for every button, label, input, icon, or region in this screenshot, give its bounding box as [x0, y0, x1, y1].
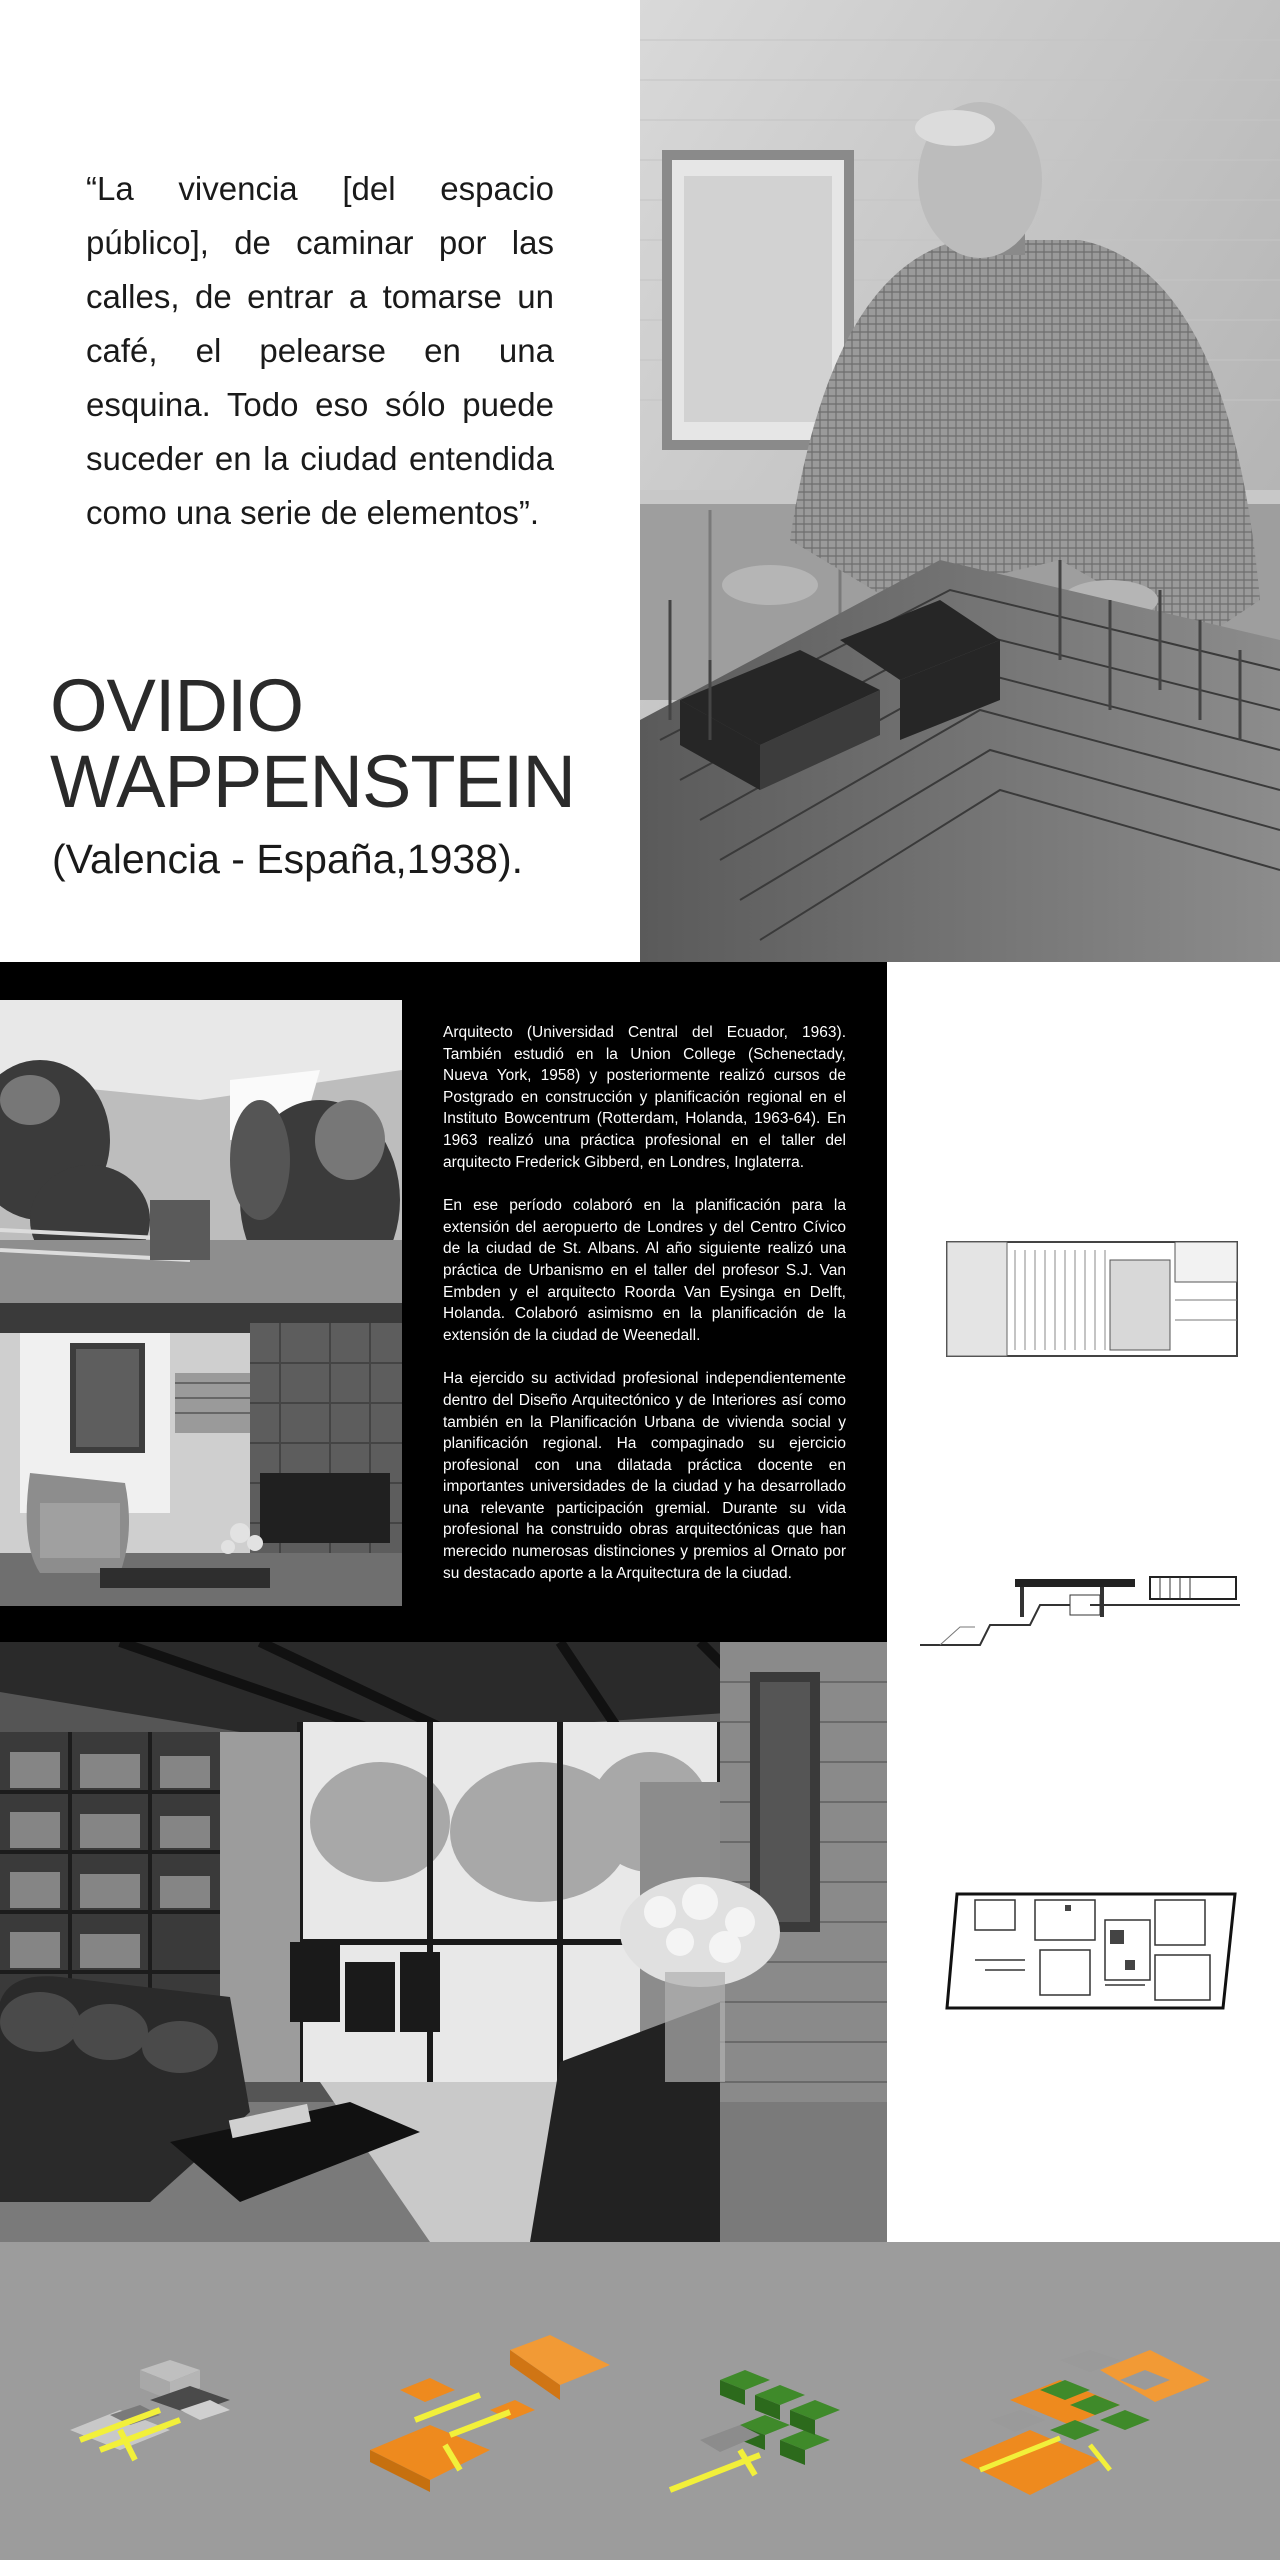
garden-photo	[0, 1000, 402, 1303]
section-drawing	[920, 1575, 1240, 1650]
massing-diagram-4	[950, 2320, 1220, 2510]
massing-diagram-2	[360, 2320, 620, 2500]
massing-diagram-1	[60, 2330, 260, 2480]
bio-paragraph-1: Arquitecto (Universidad Central del Ecuador, 1963). También estudió en la Union College (Schenectady, Nueva York, 1958) y posteriormente realizó cursos de Postgrado en construcción y planificación regional en el Instituto Bowcentrum (Rotterdam, Holanda, 1963-64). En 1963 realizó una práctica profesional en el taller del arquitecto Frederick Gibberd, en Londres, Inglaterra.	[443, 1024, 846, 1171]
bio-text	[443, 1022, 846, 1606]
origin-text: (Valencia - España,1938).	[52, 836, 524, 882]
bio-paragraph-3: Ha ejercido su actividad profesional independientemente dentro del Diseño Arquitectónico y de Interiores así como también en la Planificación Urbana de vivienda social y planificación regional. Ha compaginado su ejercicio profesional con una dilatada práctica docente en importantes universidades de la ciudad y ha desarrollado una relevante participación gremial. Durante su vida profesional ha construido obras arquitectónicas que han merecido numerosas distinciones y premios al Ornato por su destacado aporte a la Arquitectura de la ciudad.	[443, 1370, 846, 1582]
name-line-2: WAPPENSTEIN	[50, 740, 575, 823]
elevation-drawing	[945, 1240, 1239, 1360]
floor-plan-drawing	[945, 1890, 1240, 2015]
quote-text: “La vivencia [del espacio público], de caminar por las calles, de entrar a tomarse un café, el pelearse en una esquina. Todo eso sólo puede suceder en la ciudad entendida como una serie de elementos”.	[86, 170, 554, 531]
name-line-1: OVIDIO	[50, 664, 304, 747]
architect-name	[50, 664, 575, 823]
massing-diagram-3	[660, 2340, 890, 2500]
portrait-photo	[640, 0, 1280, 962]
bio-paragraph-2: En ese período colaboró en la planificación para la extensión del aeropuerto de Londres y del Centro Cívico de la ciudad de St. Albans. Al año siguiente realizó una práctica de Urbanismo en el taller del profesor S.J. Van Embden y el arquitecto Roorda Van Eysinga en Delft, Holanda. Colaboró asimismo en la planificación de la extensión de la ciudad de Weenedall.	[443, 1197, 846, 1344]
library-room-photo	[0, 1642, 887, 2242]
living-room-photo	[0, 1303, 402, 1606]
